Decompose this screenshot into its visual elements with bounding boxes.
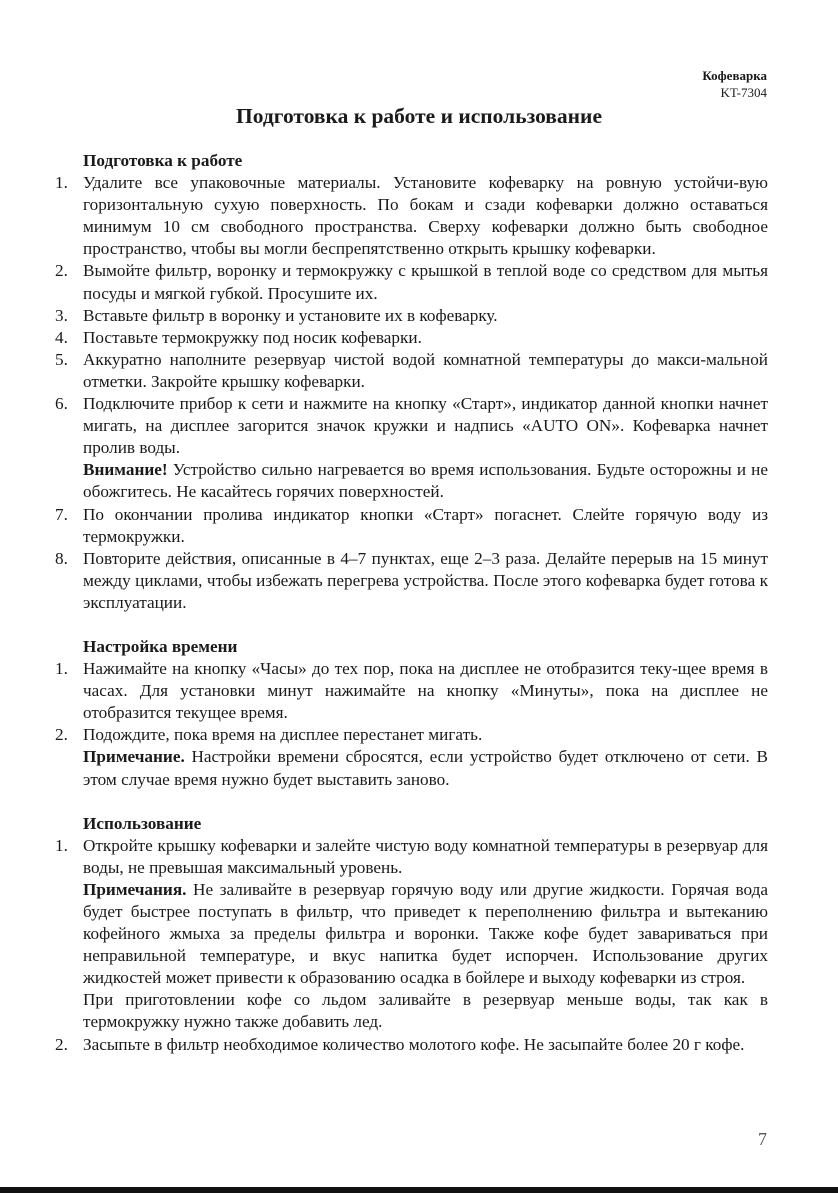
item-number: 8.	[55, 548, 68, 568]
instruction-list	[55, 835, 768, 1056]
item-text: Вставьте фильтр в воронку и установите их в кофеварку.	[83, 305, 498, 325]
warning-note	[83, 459, 768, 503]
item-number: 3.	[55, 305, 68, 325]
item-text: Аккуратно наполните резервуар чистой водой комнатной температуры до макси-мальной отметки. Закройте крышку кофеварки.	[83, 349, 768, 391]
item-text: Засыпьте в фильтр необходимое количество молотого кофе. Не засыпайте более 20 г кофе.	[83, 1034, 745, 1054]
section-title: Подготовка к работе	[83, 151, 243, 170]
section-usage	[55, 813, 768, 1056]
note-label: Примечания.	[83, 879, 187, 899]
item-number: 2.	[55, 725, 68, 745]
bottom-border	[0, 1187, 838, 1193]
item-number: 1.	[55, 659, 68, 679]
instruction-list	[55, 658, 768, 791]
list-item	[55, 260, 768, 304]
note-text: Не заливайте в резервуар горячую воду или другие жидкости. Горячая вода будет быстрее поступать в фильтр, что приведет к переполнению фильтра и вытеканию кофейного жмыха за пределы фильтра и воронки. Также кофе будет завариваться при неправильной температуре, и вкус напитка будет испорчен. Использование других жидкостей может привести к образованию осадка в бойлере и выходу кофеварки из строя.	[83, 879, 768, 988]
item-text: Вымойте фильтр, воронку и термокружку с крышкой в теплой воде со средством для мытья посуды и мягкой губкой. Просушите их.	[83, 261, 768, 303]
item-number: 7.	[55, 504, 68, 524]
section-title: Настройка времени	[83, 636, 238, 656]
item-text: По окончании пролива индикатор кнопки «Старт» погаснет. Слейте горячую воду из термокружки.	[83, 504, 768, 546]
page-header	[702, 67, 767, 101]
warning-text: Устройство сильно нагревается во время использования. Будьте осторожны и не обожгитесь. Не касайтесь горячих поверхностей.	[83, 460, 768, 502]
list-item	[55, 504, 768, 548]
item-number: 6.	[55, 394, 68, 414]
item-number: 1.	[55, 173, 68, 193]
list-item	[55, 658, 768, 724]
section-preparation	[55, 150, 768, 614]
item-text: Нажимайте на кнопку «Часы» до тех пор, пока на дисплее не отобразится теку-щее время в часах. Для установки минут нажимайте на кнопку «Минуты», пока на дисплее не отобразится текущее время.	[83, 659, 768, 723]
page-number: 7	[758, 1129, 767, 1149]
list-item	[55, 1034, 768, 1056]
list-item	[55, 327, 768, 349]
item-text: Удалите все упаковочные материалы. Установите кофеварку на ровную устойчи-вую горизонтальную сухую поверхность. По бокам и сзади кофеварки должно оставаться минимум 10 см свободного пространства. Сверху кофеварки должно быть свободное пространство, чтобы вы могли беспрепятственно открыть крышку кофеварки.	[83, 173, 768, 259]
item-text: Повторите действия, описанные в 4–7 пунктах, еще 2–3 раза. Делайте перерыв на 15 минут между циклами, чтобы избежать перегрева устройства. После этого кофеварка будет готова к эксплуатации.	[83, 548, 768, 612]
list-item	[55, 393, 768, 503]
item-text: Подождите, пока время на дисплее перестанет мигать.	[83, 725, 483, 745]
note-text: Настройки времени сбросятся, если устройство будет отключено от сети. В этом случае время нужно будет выставить заново.	[83, 747, 768, 789]
list-item	[55, 172, 768, 260]
list-item	[55, 835, 768, 1034]
list-item	[55, 349, 768, 393]
header-model: KT-7304	[720, 85, 767, 100]
note	[83, 879, 768, 989]
warning-label: Внимание!	[83, 460, 168, 480]
extra-text: При приготовлении кофе со льдом заливайте в резервуар меньше воды, так как в термокружку нужно также добавить лед.	[83, 990, 768, 1032]
header-brand: Кофеварка	[702, 68, 767, 83]
item-number: 2.	[55, 1034, 68, 1054]
page-title: Подготовка к работе и использование	[236, 104, 602, 128]
list-item	[55, 548, 768, 614]
note-label: Примечание.	[83, 747, 185, 767]
instruction-list	[55, 172, 768, 614]
list-item	[55, 305, 768, 327]
item-number: 5.	[55, 349, 68, 369]
item-number: 2.	[55, 261, 68, 281]
item-text: Подключите прибор к сети и нажмите на кнопку «Старт», индикатор данной кнопки начнет мигать, на дисплее загорится значок кружки и надпись «AUTO ON». Кофеварка начнет пролив воды.	[83, 394, 768, 458]
item-number: 1.	[55, 835, 68, 855]
item-text: Поставьте термокружку под носик кофеварки.	[83, 327, 422, 347]
list-item	[55, 724, 768, 790]
section-time-setting	[55, 636, 768, 791]
note	[83, 746, 768, 790]
section-title: Использование	[83, 813, 202, 833]
item-text: Откройте крышку кофеварки и залейте чистую воду комнатной температуры в резервуар для воды, не превышая максимальный уровень.	[83, 835, 768, 877]
document-body	[55, 150, 768, 1078]
item-number: 4.	[55, 327, 68, 347]
